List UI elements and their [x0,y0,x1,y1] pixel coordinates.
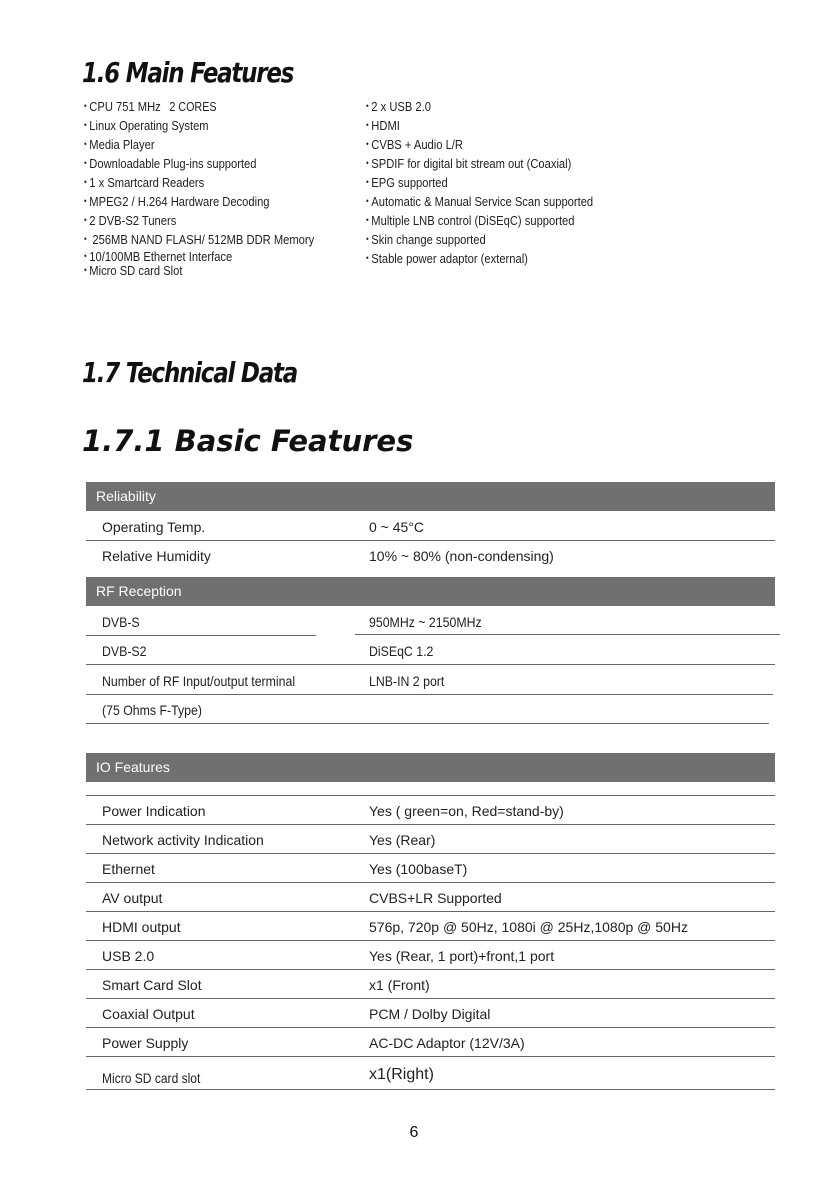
row-label: Operating Temp. [102,519,206,535]
feature-item: • Automatic & Manual Service Scan supported [366,194,594,209]
feature-item: • Linux Operating System [84,118,209,133]
feature-item: • Stable power adaptor (external) [366,251,528,266]
row-value: 0 ~ 45°C [369,519,425,535]
bullet-icon: • [366,196,369,206]
table-row [86,636,775,665]
bullet-icon: • [84,158,87,168]
bullet-icon: • [84,177,87,187]
bullet-icon: • [84,120,87,130]
bullet-icon: • [84,101,87,111]
row-value: 950MHz ~ 2150MHz [369,614,482,630]
table-row [86,941,775,970]
feature-aside: 2 CORES [169,100,217,114]
row-label: Power Supply [102,1035,189,1051]
row-label: Number of RF Input/output terminal [102,673,296,689]
table-row [86,883,775,912]
table-row [86,912,775,941]
bullet-icon: • [366,101,369,111]
row-value: CVBS+LR Supported [369,890,502,906]
bullet-icon: • [84,215,87,225]
table-header-reliability: Reliability [86,482,775,511]
bullet-icon: • [366,215,369,225]
table-row [86,999,775,1028]
row-value: PCM / Dolby Digital [369,1006,491,1022]
row-label: Network activity Indication [102,832,264,848]
row-label: Ethernet [102,861,155,877]
row-value: 10% ~ 80% (non-condensing) [369,548,554,564]
feature-item: • 1 x Smartcard Readers [84,175,205,190]
row-label: Relative Humidity [102,548,211,564]
bullet-icon: • [366,120,369,130]
feature-item: • Downloadable Plug-ins supported [84,156,257,171]
bullet-icon: • [366,253,369,263]
feature-item: • Micro SD card Slot [84,263,183,278]
row-value: Yes ( green=on, Red=stand-by) [369,803,564,819]
feature-item: • 2 x USB 2.0 [366,99,431,114]
bullet-icon: • [366,158,369,168]
table-row [86,607,775,636]
row-value: LNB-IN 2 port [369,673,445,689]
row-value: x1(Right) [369,1066,434,1083]
feature-item: • Skin change supported [366,232,486,247]
row-label: DVB-S [102,614,140,630]
row-label: USB 2.0 [102,948,155,964]
row-label: HDMI output [102,919,181,935]
feature-item: • 2 DVB-S2 Tuners [84,213,177,228]
section-title-main-features: 1.6 Main Features [82,56,294,89]
row-label: Smart Card Slot [102,977,202,993]
bullet-icon: • [84,265,87,275]
table-row [86,825,775,854]
table-row [86,512,775,541]
features-left-column [84,97,352,280]
row-label: Power Indication [102,803,206,819]
table-row [86,796,775,825]
table-row [86,1028,775,1057]
feature-item: • Multiple LNB control (DiSEqC) supported [366,213,575,228]
feature-item: • CPU 751 MHz 2 CORES [84,99,217,114]
row-value: 576p, 720p @ 50Hz, 1080i @ 25Hz,1080p @ 50Hz [369,919,688,935]
row-value: Yes (Rear, 1 port)+front,1 port [369,948,555,964]
bullet-icon: • [366,234,369,244]
bullet-icon: • [84,196,87,206]
bullet-icon: • [366,177,369,187]
table-row [86,854,775,883]
row-value: Yes (100baseT) [369,861,468,877]
table-row [86,695,769,724]
row-divider [355,634,780,635]
bullet-icon: • [366,139,369,149]
table-header-rf-reception: RF Reception [86,577,775,606]
feature-item: • 256MB NAND FLASH/ 512MB DDR Memory [84,232,315,247]
table-row [86,1061,775,1090]
bullet-icon: • [84,234,87,244]
bullet-icon: • [84,139,87,149]
table-row [86,541,775,570]
row-value: x1 (Front) [369,977,430,993]
section-title-technical-data: 1.7 Technical Data [82,356,297,389]
features-right-column [366,97,630,268]
row-label: (75 Ohms F-Type) [102,702,202,718]
row-label: DVB-S2 [102,643,147,659]
feature-item: • Media Player [84,137,155,152]
feature-item: • EPG supported [366,175,448,190]
row-label: AV output [102,890,163,906]
row-value: Yes (Rear) [369,832,436,848]
page-number: 6 [409,1124,419,1141]
feature-item: • HDMI [366,118,400,133]
feature-item: • CVBS + Audio L/R [366,137,463,152]
table-row [86,666,773,695]
row-label: Micro SD card slot [102,1070,201,1086]
table-row [86,970,775,999]
bullet-icon: • [84,251,87,261]
row-label: Coaxial Output [102,1006,195,1022]
feature-item: • MPEG2 / H.264 Hardware Decoding [84,194,270,209]
row-value: DiSEqC 1.2 [369,643,434,659]
feature-item: • SPDIF for digital bit stream out (Coaxial) [366,156,572,171]
row-value: AC-DC Adaptor (12V/3A) [369,1035,525,1051]
feature-item: • 10/100MB Ethernet Interface [84,249,233,264]
section-title-basic-features: 1.7.1 Basic Features [82,424,414,458]
table-header-io-features: IO Features [86,753,775,782]
